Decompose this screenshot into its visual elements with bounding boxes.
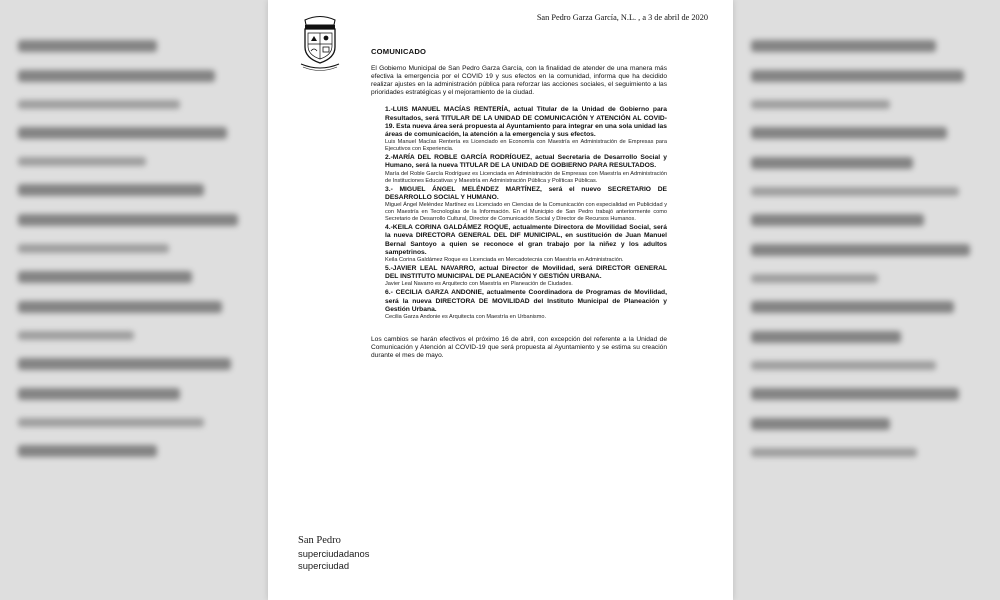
appointment-heading: 2.-MARÍA DEL ROBLE GARCÍA RODRÍGUEZ, actual Secretaria de Desarrollo Social y Humano, será la nueva TITULAR DE LA UNIDAD DE GOBIERNO PARA RESULTADOS. (385, 154, 667, 170)
footer-tagline-2: superciudad (298, 560, 350, 571)
closing-paragraph: Los cambios se harán efectivos el próximo 16 de abril, con excepción del referente a la Unidad de Comunicación y Atención al COVID-19 que será propuesta al Ayuntamiento y se estima su creación durante el mes de mayo. (371, 335, 667, 360)
appointment-heading: 3.- MIGUEL ÁNGEL MELÉNDEZ MARTÍNEZ, será el nuevo SECRETARIO DE DESARROLLO SOCIAL Y HUMANO. (385, 185, 667, 201)
municipal-crest-icon (298, 14, 342, 72)
appointment-description: Miguel Ángel Meléndez Martínez es Licenciado en Ciencias de la Comunicación con especialidad en Publicidad y con Maestría en Tecnologías de la Información. En el Municipio de San Pedro trabajó anteriormente como Secretario de Desarrollo Cultural, Director de Comunicación Social y Director de Recursos Humanos. (385, 202, 667, 223)
appointment-heading: 4.-KEILA CORINA GALDÁMEZ ROQUE, actualmente Directora de Movilidad Social, será la nueva DIRECTORA GENERAL DEL DIF MUNICIPAL, en sustitución de Juan Manuel Bernal Santoyo a quien se reconoce el gran trabajo por la niñez y los adultos sampetrinos. (385, 224, 667, 256)
list-item (385, 106, 667, 153)
list-item (385, 224, 667, 264)
appointment-description: Cecilia Garza Andonie es Arquitecta con Maestría en Urbanismo. (385, 313, 547, 320)
dateline: San Pedro Garza García, N.L. , a 3 de abril de 2020 (536, 13, 708, 22)
appointment-heading: 1.-LUIS MANUEL MACÍAS RENTERÍA, actual Titular de la Unidad de Gobierno para Resultados, será TITULAR DE LA UNIDAD DE COMUNICACIÓN Y ATENCIÓN AL COVID-19. Esta nueva área será propuesta al Ayuntamiento para integrar en una sola unidad las áreas de comunicación, la atención a la emergencia y sus efectos. (385, 106, 667, 139)
appointment-description: Javier Leal Navarro es Arquitecto con Maestría en Planeación de Ciudades. (385, 281, 573, 288)
footer-signature (298, 535, 369, 573)
blurred-background-left (0, 0, 268, 600)
footer-brand: San Pedro (298, 535, 341, 546)
appointment-description: Luis Manuel Macías Rentería es Licenciado en Economía con Maestría en Administración de Empresas para Ejecutivos con Experiencia. (385, 139, 667, 153)
appointment-description: María del Roble García Rodríguez es Licenciada en Administración de Empresas con Maestría en Administración de Instituciones Educativas y Maestría en Administración Pública y Políticas Públicas. (385, 170, 667, 184)
appointments-list (385, 106, 667, 320)
appointment-heading: 5.-JAVIER LEAL NAVARRO, actual Director de Movilidad, será DIRECTOR GENERAL DEL INSTITUTO MUNICIPAL DE PLANEACIÓN Y GESTIÓN URBANA. (385, 264, 667, 281)
list-item (385, 289, 667, 321)
document-title: COMUNICADO (371, 47, 427, 56)
appointment-description: Keila Corina Galdámez Roque es Licenciada en Mercadotecnia con Maestría en Administración. (385, 256, 624, 263)
footer-tagline-1: superciudadanos (298, 547, 370, 559)
appointment-heading: 6.- CECILIA GARZA ANDONIE, actualmente Coordinadora de Programas de Movilidad, será la nueva DIRECTORA DE MOVILIDAD del Instituto Municipal de Planeación y Gestión Urbana. (385, 289, 667, 313)
intro-paragraph: El Gobierno Municipal de San Pedro Garza García, con la finalidad de atender de una manera más efectiva la emergencia por el COVID 19 y sus efectos en la comunidad, informa que ha decidido realizar ajustes en la administración pública para reforzar las acciones sociales, el seguimiento a las prioridades estratégicas y el mejoramiento de la ciudad. (371, 65, 667, 97)
list-item (385, 265, 667, 288)
list-item (385, 154, 667, 184)
list-item (385, 186, 667, 223)
communique-body (371, 48, 667, 360)
document-page (268, 0, 733, 600)
blurred-background-right (733, 0, 1000, 600)
